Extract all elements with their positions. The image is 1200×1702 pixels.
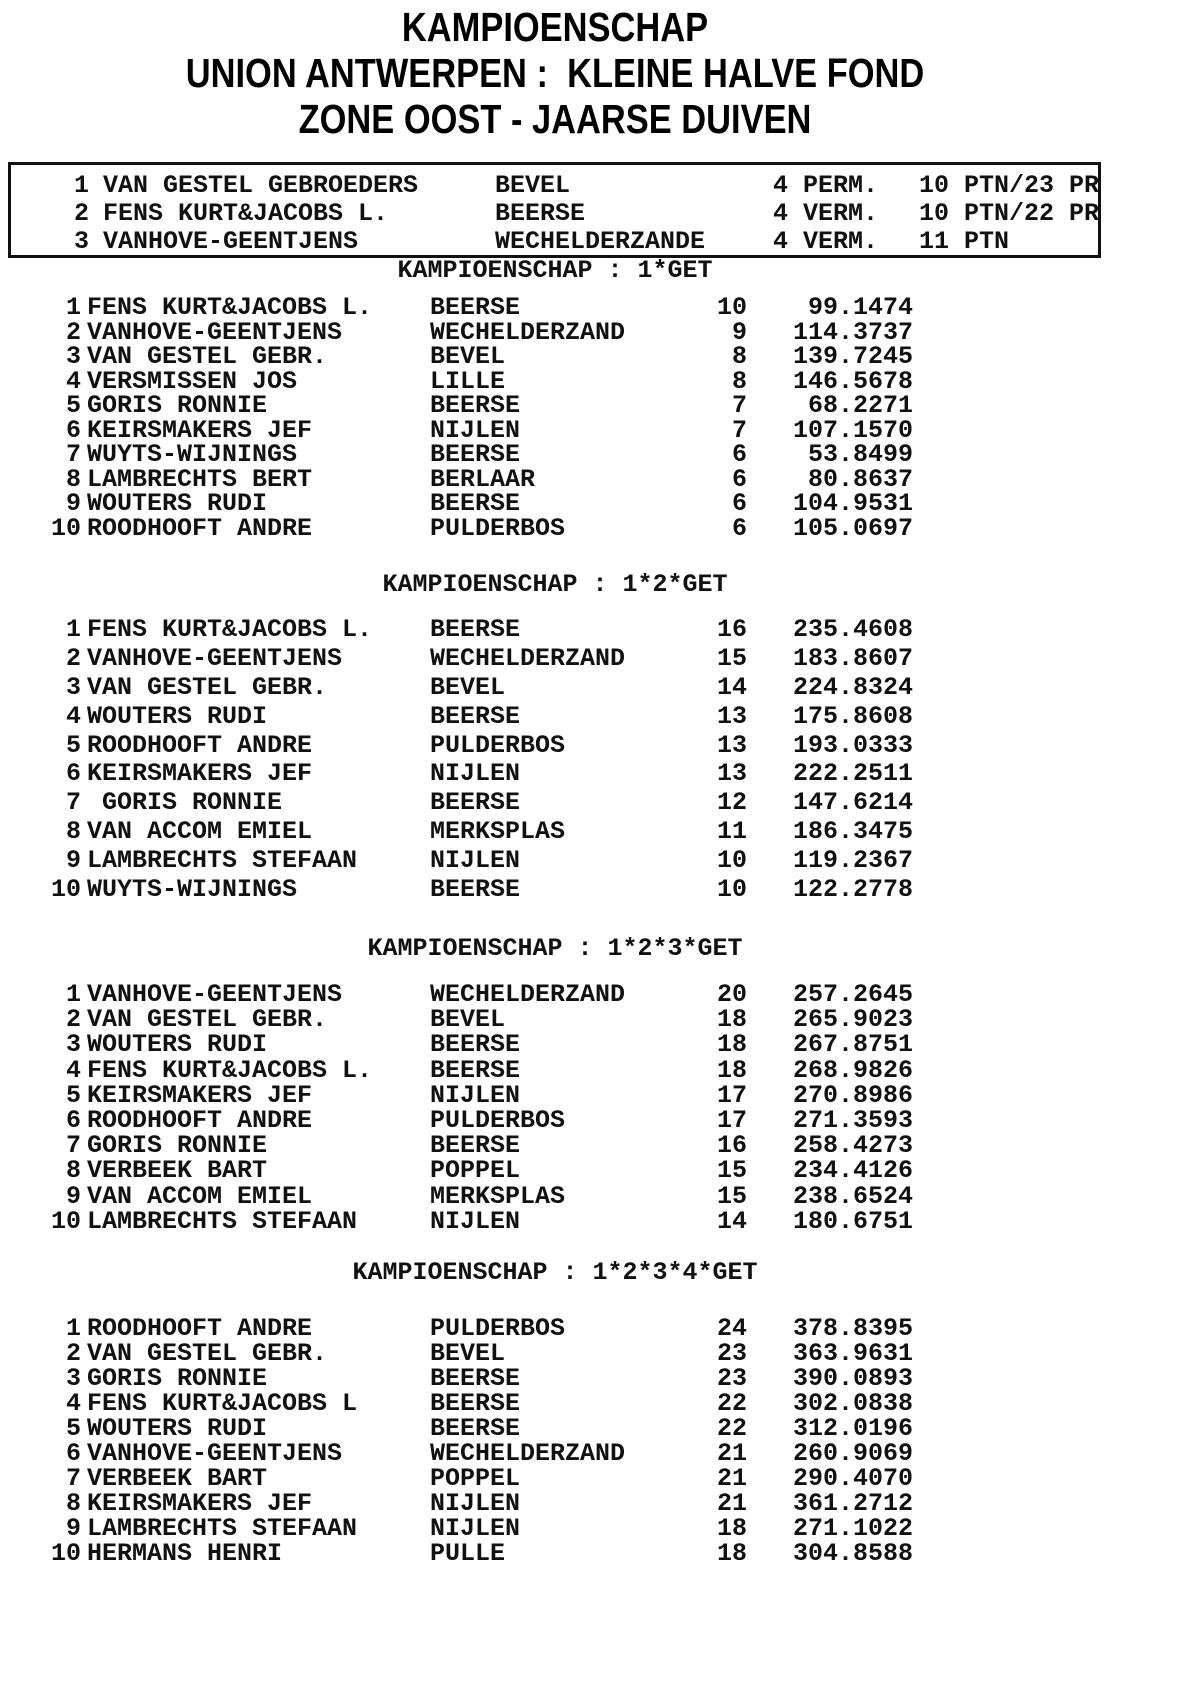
coefficient: 53.8499 [807, 440, 913, 469]
rank: 4 [65, 701, 81, 731]
result-row [0, 1105, 1110, 1135]
locality: BEERSE [430, 875, 521, 905]
section-title: KAMPIOENSCHAP : 1*2*GET [382, 570, 728, 599]
rank: 8 [65, 1489, 81, 1518]
prize-count: 18 [716, 1030, 747, 1060]
fancier-name: VANHOVE-GEENTJENS [87, 980, 343, 1009]
locality: BEERSE [430, 1414, 521, 1443]
prize-count: 13 [716, 701, 747, 731]
coefficient: 238.6524 [792, 1181, 913, 1211]
prize-count: 14 [716, 1206, 747, 1236]
result-row [0, 1366, 1110, 1391]
locality: BEERSE [430, 615, 521, 644]
points-summary: 10 PTN/23 PR [919, 171, 1100, 200]
prize-count: 21 [716, 1464, 747, 1493]
result-row [0, 440, 1110, 469]
locality: MERKSPLAS [430, 817, 566, 847]
section-rows [0, 293, 1110, 543]
result-row [0, 1156, 1110, 1186]
locality: WECHELDERZAND [430, 643, 626, 673]
coefficient: 265.9023 [792, 1005, 913, 1035]
rank: 1 [65, 293, 81, 322]
prize-count: 7 [731, 415, 747, 445]
section-title: KAMPIOENSCHAP : 1*GET [397, 256, 713, 285]
rank: 1 [73, 171, 89, 200]
prize-count: 13 [716, 730, 747, 760]
rank: 6 [65, 759, 81, 789]
coefficient: 122.2778 [792, 875, 913, 905]
result-row [0, 391, 1110, 420]
fancier-name: VANHOVE-GEENTJENS [87, 643, 343, 673]
prize-count: 10 [716, 293, 747, 322]
rank: 3 [65, 1030, 81, 1060]
prize-count: 8 [731, 366, 747, 396]
result-row [0, 876, 1110, 905]
result-row [0, 1055, 1110, 1085]
result-row [0, 1131, 1110, 1161]
result-row [0, 1491, 1110, 1516]
locality: BEERSE [430, 1131, 521, 1161]
races-entered: 4 VERM. [773, 227, 879, 256]
result-row [0, 513, 1110, 543]
result-row [0, 293, 1110, 322]
fancier-name: VAN ACCOM EMIEL [87, 817, 313, 847]
races-entered: 4 VERM. [773, 199, 879, 228]
coefficient: 147.6214 [792, 788, 913, 818]
rank: 8 [65, 1156, 81, 1186]
coefficient: 107.1570 [792, 415, 913, 445]
rank: 2 [73, 199, 89, 228]
prize-count: 10 [716, 846, 747, 876]
locality: PULDERBOS [430, 1314, 566, 1343]
locality: WECHELDERZAND [430, 317, 626, 347]
rank: 1 [65, 980, 81, 1009]
result-row [0, 1466, 1110, 1491]
rank: 9 [65, 1181, 81, 1211]
doc-title-line3: ZONE OOST - JAARSE DUIVEN [298, 96, 812, 142]
fancier-name: VAN GESTEL GEBR. [87, 672, 328, 702]
fancier-name: VAN GESTEL GEBROEDERS [103, 171, 419, 200]
locality: NIJLEN [430, 1206, 521, 1236]
fancier-name: VAN ACCOM EMIEL [87, 1181, 313, 1211]
rank: 2 [65, 1005, 81, 1035]
coefficient: 180.6751 [792, 1206, 913, 1236]
coefficient: 99.1474 [807, 293, 913, 322]
coefficient: 270.8986 [792, 1080, 913, 1110]
result-row [0, 789, 1110, 818]
prize-count: 6 [731, 440, 747, 469]
coefficient: 258.4273 [792, 1131, 913, 1161]
result-row [0, 982, 1110, 1007]
coefficient: 68.2271 [807, 391, 913, 420]
locality: BEERSE [430, 489, 521, 518]
prize-count: 15 [716, 1156, 747, 1186]
rank: 7 [65, 1131, 81, 1161]
coefficient: 267.8751 [792, 1030, 913, 1060]
result-row [0, 1441, 1110, 1466]
locality: BEVEL [430, 1339, 506, 1368]
locality: BEERSE [430, 788, 521, 818]
fancier-name: HERMANS HENRI [87, 1539, 283, 1568]
fancier-name: ROODHOOFT ANDRE [87, 730, 313, 760]
fancier-name: WOUTERS RUDI [87, 1030, 268, 1060]
championship-section [0, 256, 1110, 541]
prize-count: 17 [716, 1080, 747, 1110]
result-row [0, 703, 1110, 732]
coefficient: 302.0838 [792, 1389, 913, 1418]
rank: 7 [65, 440, 81, 469]
coefficient: 312.0196 [792, 1414, 913, 1443]
section-rows [0, 616, 1110, 905]
locality: BEVEL [430, 672, 506, 702]
coefficient: 271.3593 [792, 1105, 913, 1135]
result-row [0, 1516, 1110, 1541]
locality: NIJLEN [430, 846, 521, 876]
fancier-name: GORIS RONNIE [87, 391, 268, 420]
result-row [0, 1316, 1110, 1341]
prize-count: 15 [716, 643, 747, 673]
coefficient: 260.9069 [792, 1439, 913, 1468]
doc-title-line1: KAMPIOENSCHAP [401, 4, 709, 50]
prize-count: 16 [716, 1131, 747, 1161]
coefficient: 290.4070 [792, 1464, 913, 1493]
result-row [0, 1206, 1110, 1236]
locality: MERKSPLAS [430, 1181, 566, 1211]
fancier-name: VANHOVE-GEENTJENS [87, 1439, 343, 1468]
section-title: KAMPIOENSCHAP : 1*2*3*GET [367, 934, 743, 963]
rank: 8 [65, 817, 81, 847]
prize-count: 14 [716, 672, 747, 702]
locality: PULLE [430, 1539, 506, 1568]
locality: BEERSE [430, 1389, 521, 1418]
locality: BEERSE [430, 1030, 521, 1060]
result-row [0, 847, 1110, 876]
locality: BEVEL [495, 171, 571, 200]
fancier-name: ROODHOOFT ANDRE [87, 1105, 313, 1135]
locality: BEERSE [430, 440, 521, 469]
prize-count: 16 [716, 615, 747, 644]
prize-count: 6 [731, 513, 747, 543]
locality: BEVEL [430, 342, 506, 371]
section-rows [0, 982, 1110, 1234]
coefficient: 224.8324 [792, 672, 913, 702]
coefficient: 304.8588 [792, 1539, 913, 1568]
coefficient: 235.4608 [792, 615, 913, 644]
rank: 7 [65, 788, 81, 818]
result-row [0, 1541, 1110, 1566]
prize-count: 18 [716, 1514, 747, 1543]
coefficient: 119.2367 [792, 846, 913, 876]
rank: 4 [65, 366, 81, 396]
coefficient: 105.0697 [792, 513, 913, 543]
locality: PULDERBOS [430, 513, 566, 543]
fancier-name: WOUTERS RUDI [87, 489, 268, 518]
locality: LILLE [430, 366, 506, 396]
doc-title-line2: UNION ANTWERPEN : KLEINE HALVE FOND [185, 50, 925, 96]
coefficient: 363.9631 [792, 1339, 913, 1368]
coefficient: 193.0333 [792, 730, 913, 760]
prize-count: 21 [716, 1489, 747, 1518]
result-row [0, 760, 1110, 789]
fancier-name: GORIS RONNIE [87, 788, 283, 818]
result-row [0, 616, 1110, 645]
coefficient: 271.1022 [792, 1514, 913, 1543]
prize-count: 22 [716, 1389, 747, 1418]
locality: NIJLEN [430, 759, 521, 789]
prize-count: 22 [716, 1414, 747, 1443]
coefficient: 175.8608 [792, 701, 913, 731]
locality: NIJLEN [430, 415, 521, 445]
fancier-name: VANHOVE-GEENTJENS [87, 317, 343, 347]
locality: BEVEL [430, 1005, 506, 1035]
fancier-name: WOUTERS RUDI [87, 701, 268, 731]
coefficient: 80.8637 [807, 464, 913, 494]
fancier-name: ROODHOOFT ANDRE [87, 513, 313, 543]
result-row [0, 1080, 1110, 1110]
prize-count: 8 [731, 342, 747, 371]
result-row [0, 1416, 1110, 1441]
prize-count: 18 [716, 1055, 747, 1085]
result-row [0, 1341, 1110, 1366]
fancier-name: KEIRSMAKERS JEF [87, 759, 313, 789]
fancier-name: FENS KURT&JACOBS L. [87, 615, 373, 644]
fancier-name: FENS KURT&JACOBS L. [103, 199, 389, 228]
locality: BEERSE [430, 1055, 521, 1085]
fancier-name: KEIRSMAKERS JEF [87, 1489, 313, 1518]
coefficient: 222.2511 [792, 759, 913, 789]
result-row [0, 1391, 1110, 1416]
prize-count: 20 [716, 980, 747, 1009]
coefficient: 378.8395 [792, 1314, 913, 1343]
rank: 1 [65, 1314, 81, 1343]
result-row [0, 818, 1110, 847]
prize-count: 11 [716, 817, 747, 847]
rank: 10 [50, 1539, 81, 1568]
coefficient: 139.7245 [792, 342, 913, 371]
rank: 2 [65, 317, 81, 347]
prize-count: 24 [716, 1314, 747, 1343]
rank: 3 [65, 342, 81, 371]
rank: 5 [65, 391, 81, 420]
rank: 10 [50, 1206, 81, 1236]
fancier-name: KEIRSMAKERS JEF [87, 415, 313, 445]
points-summary: 10 PTN/22 PR [919, 199, 1100, 228]
championship-section [0, 570, 1110, 905]
rank: 2 [65, 643, 81, 673]
fancier-name: VAN GESTEL GEBR. [87, 1339, 328, 1368]
coefficient: 186.3475 [792, 817, 913, 847]
rank: 3 [65, 1364, 81, 1393]
result-row [0, 1005, 1110, 1035]
result-row [0, 732, 1110, 761]
locality: BERLAAR [430, 464, 536, 494]
prize-count: 17 [716, 1105, 747, 1135]
fancier-name: LAMBRECHTS STEFAAN [87, 1514, 358, 1543]
rank: 9 [65, 489, 81, 518]
fancier-name: ROODHOOFT ANDRE [87, 1314, 313, 1343]
fancier-name: FENS KURT&JACOBS L [87, 1389, 358, 1418]
prize-count: 21 [716, 1439, 747, 1468]
prize-count: 10 [716, 875, 747, 905]
fancier-name: WOUTERS RUDI [87, 1414, 268, 1443]
prize-count: 6 [731, 464, 747, 494]
result-row [0, 1030, 1110, 1060]
fancier-name: LAMBRECHTS BERT [87, 464, 313, 494]
races-entered: 4 PERM. [773, 171, 879, 200]
prize-count: 18 [716, 1539, 747, 1568]
rank: 3 [65, 672, 81, 702]
coefficient: 361.2712 [792, 1489, 913, 1518]
prize-count: 23 [716, 1364, 747, 1393]
coefficient: 146.5678 [792, 366, 913, 396]
locality: PULDERBOS [430, 730, 566, 760]
coefficient: 257.2645 [792, 980, 913, 1009]
result-row [0, 1181, 1110, 1211]
rank: 4 [65, 1055, 81, 1085]
fancier-name: KEIRSMAKERS JEF [87, 1080, 313, 1110]
locality: WECHELDERZAND [430, 980, 626, 1009]
rank: 1 [65, 615, 81, 644]
prize-count: 15 [716, 1181, 747, 1211]
locality: NIJLEN [430, 1080, 521, 1110]
coefficient: 390.0893 [792, 1364, 913, 1393]
rank: 5 [65, 1414, 81, 1443]
prize-count: 13 [716, 759, 747, 789]
locality: WECHELDERZANDE [495, 227, 706, 256]
rank: 5 [65, 1080, 81, 1110]
championship-section [0, 1258, 1110, 1566]
coefficient: 114.3737 [792, 317, 913, 347]
locality: WECHELDERZAND [430, 1439, 626, 1468]
fancier-name: FENS KURT&JACOBS L. [87, 293, 373, 322]
rank: 6 [65, 1105, 81, 1135]
locality: BEERSE [430, 391, 521, 420]
locality: BEERSE [430, 293, 521, 322]
fancier-name: VERBEEK BART [87, 1464, 268, 1493]
result-row [0, 489, 1110, 518]
prize-count: 12 [716, 788, 747, 818]
rank: 10 [50, 513, 81, 543]
locality: NIJLEN [430, 1489, 521, 1518]
fancier-name: VANHOVE-GEENTJENS [103, 227, 359, 256]
locality: PULDERBOS [430, 1105, 566, 1135]
locality: NIJLEN [430, 1514, 521, 1543]
prize-count: 18 [716, 1005, 747, 1035]
locality: BEERSE [430, 1364, 521, 1393]
fancier-name: WUYTS-WIJNINGS [87, 440, 298, 469]
prize-count: 23 [716, 1339, 747, 1368]
coefficient: 268.9826 [792, 1055, 913, 1085]
fancier-name: FENS KURT&JACOBS L. [87, 1055, 373, 1085]
rank: 6 [65, 415, 81, 445]
fancier-name: VAN GESTEL GEBR. [87, 1005, 328, 1035]
coefficient: 183.8607 [792, 643, 913, 673]
result-row [0, 674, 1110, 703]
fancier-name: VAN GESTEL GEBR. [87, 342, 328, 371]
locality: BEERSE [495, 199, 586, 228]
fancier-name: LAMBRECHTS STEFAAN [87, 846, 358, 876]
fancier-name: VERSMISSEN JOS [87, 366, 298, 396]
rank: 5 [65, 730, 81, 760]
points-summary: 11 PTN [919, 227, 1010, 256]
rank: 6 [65, 1439, 81, 1468]
rank: 2 [65, 1339, 81, 1368]
fancier-name: GORIS RONNIE [87, 1364, 268, 1393]
fancier-name: LAMBRECHTS STEFAAN [87, 1206, 358, 1236]
championship-section [0, 934, 1110, 1234]
result-row [0, 645, 1110, 674]
fancier-name: GORIS RONNIE [87, 1131, 268, 1161]
section-title: KAMPIOENSCHAP : 1*2*3*4*GET [352, 1258, 758, 1287]
prize-count: 6 [731, 489, 747, 518]
section-rows [0, 1316, 1110, 1566]
coefficient: 234.4126 [792, 1156, 913, 1186]
prize-count: 7 [731, 391, 747, 420]
rank: 9 [65, 1514, 81, 1543]
locality: POPPEL [430, 1156, 521, 1186]
locality: POPPEL [430, 1464, 521, 1493]
rank: 9 [65, 846, 81, 876]
fancier-name: VERBEEK BART [87, 1156, 268, 1186]
rank: 8 [65, 464, 81, 494]
rank: 4 [65, 1389, 81, 1418]
locality: BEERSE [430, 701, 521, 731]
rank: 7 [65, 1464, 81, 1493]
rank: 3 [73, 227, 89, 256]
fancier-name: WUYTS-WIJNINGS [87, 875, 298, 905]
rank: 10 [50, 875, 81, 905]
result-row [0, 342, 1110, 371]
coefficient: 104.9531 [792, 489, 913, 518]
prize-count: 9 [731, 317, 747, 347]
